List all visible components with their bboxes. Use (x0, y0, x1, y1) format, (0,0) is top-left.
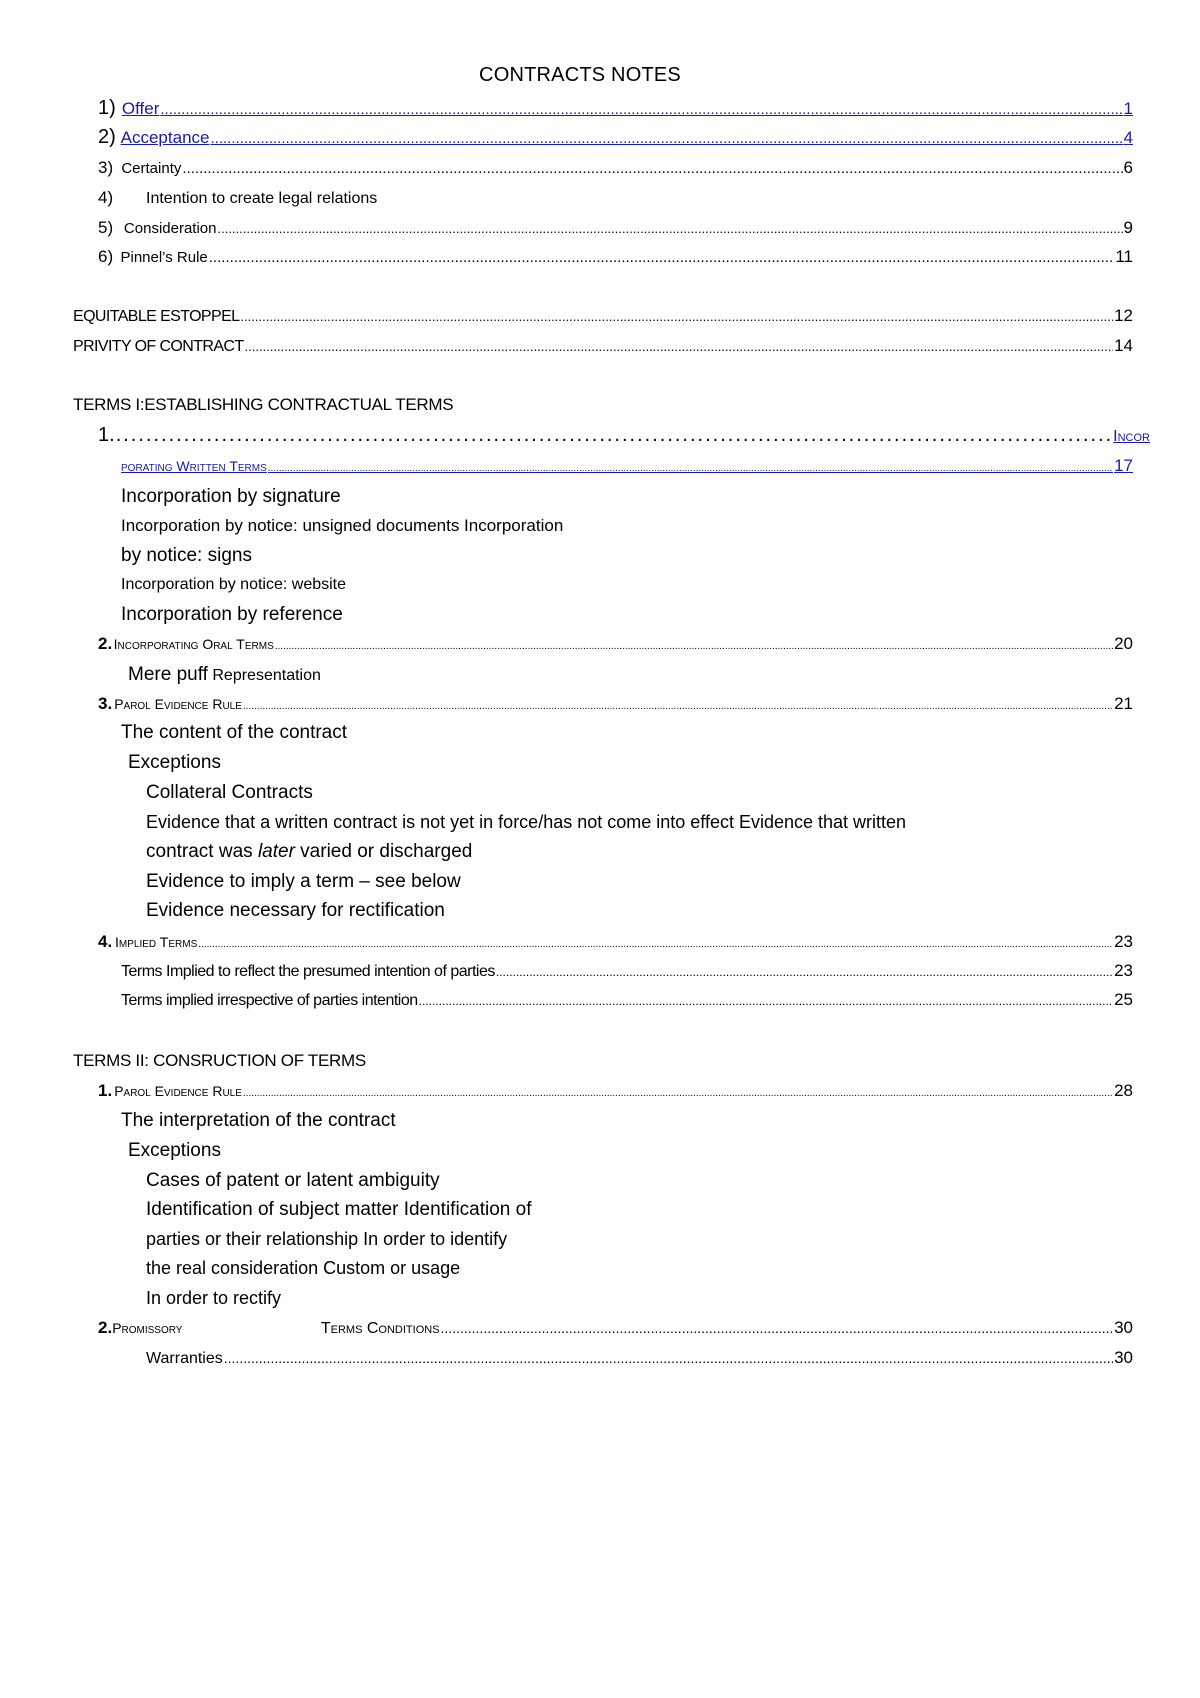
toc-item-label: Certainty (121, 160, 182, 177)
subtopic: by notice: signs (121, 545, 252, 566)
document-title: CONTRACTS NOTES (479, 64, 681, 86)
toc-item-number: 2) (98, 126, 116, 148)
toc-page-number: 20 (1114, 634, 1133, 653)
toc-leader-dots (275, 641, 1113, 652)
subtopic-representation: Representation (212, 667, 321, 684)
toc-item-label: Parol Evidence Rule (114, 1083, 242, 1099)
subtopic-text: varied or discharged (294, 841, 473, 862)
toc-item-label: Terms implied irrespective of parties intention (121, 992, 418, 1009)
toc-leader-dots (245, 339, 1114, 354)
toc-leader-dots (116, 424, 1112, 447)
subtopic: Incorporation by notice: website (121, 576, 347, 593)
toc-item-label[interactable]: Acceptance (120, 128, 210, 147)
toc-page-number: 6 (1123, 158, 1133, 177)
toc-incorporating-oral-terms (98, 634, 1133, 654)
toc-warranties (146, 1348, 1133, 1368)
section-heading-terms-1: TERMS I:ESTABLISHING CONTRACTUAL TERMS (73, 395, 454, 414)
toc-item-number: 1. (98, 424, 115, 446)
subtopic-text: contract was (146, 841, 258, 862)
subtopic (146, 841, 472, 863)
toc-item-number: 5) (98, 218, 114, 237)
toc-leader-dots (217, 221, 1122, 236)
toc-item-intention (98, 188, 1133, 208)
toc-item-label[interactable]: Offer (121, 99, 160, 118)
toc-page-number[interactable]: 4 (1123, 128, 1133, 147)
toc-page-number: 12 (1114, 306, 1133, 325)
toc-item-label: Pinnel’s Rule (120, 249, 208, 266)
toc-equitable-estoppel (73, 306, 1133, 326)
toc-page-number: 14 (1114, 336, 1133, 355)
toc-page-number: 21 (1114, 694, 1133, 713)
toc-leader-dots (496, 965, 1113, 979)
subtopic: the real consideration Custom or usage (146, 1258, 461, 1278)
toc-promissory-terms (98, 1318, 1133, 1338)
toc-item-number: 2. (98, 1318, 113, 1337)
toc-parol-evidence-rule-2 (98, 1081, 1133, 1101)
toc-item-label: Intention to create legal relations (146, 190, 378, 207)
toc-page-number: 23 (1114, 961, 1133, 980)
subtopic (128, 664, 321, 686)
toc-page-number: 9 (1123, 218, 1133, 237)
subtopic: The interpretation of the contract (121, 1110, 396, 1131)
toc-item-number: 1. (98, 1081, 113, 1100)
subtopic: Incorporation by notice: unsigned documents Incorporation (121, 516, 564, 535)
toc-leader-dots (182, 160, 1122, 177)
toc-leader-dots (240, 309, 1113, 324)
toc-parol-evidence-rule (98, 694, 1133, 714)
subtopic-italic-text: later (257, 841, 295, 862)
section-heading-terms-2: TERMS II: CONSRUCTION OF TERMS (73, 1051, 366, 1070)
subtopic: Identification of subject matter Identification of (146, 1199, 532, 1220)
toc-item-pinnels-rule (98, 247, 1133, 267)
subtopic: In order to rectify (146, 1288, 282, 1308)
toc-leader-dots (210, 130, 1122, 147)
toc-item-number: 4) (98, 188, 114, 207)
subtopic: The content of the contract (121, 722, 348, 743)
toc-item-label: Promissory (112, 1320, 183, 1336)
toc-item-number: 3) (98, 158, 114, 177)
toc-incorporating-written-terms-line1[interactable] (98, 424, 1150, 447)
toc-item-label: EQUITABLE ESTOPPEL (73, 308, 240, 325)
toc-leader-dots (198, 939, 1113, 950)
toc-page-number[interactable]: 17 (1114, 456, 1133, 475)
subtopic: parties or their relationship In order to identify (146, 1229, 508, 1249)
toc-item-label: PRIVITY OF CONTRACT (73, 338, 244, 355)
toc-page-number[interactable]: 1 (1123, 99, 1133, 118)
toc-item-label[interactable]: porating Written Terms (121, 458, 267, 474)
toc-leader-dots (419, 994, 1113, 1008)
toc-page-number: 11 (1115, 247, 1133, 266)
toc-terms-implied-irrespective (121, 990, 1133, 1010)
toc-item-acceptance[interactable] (98, 126, 1133, 149)
toc-page-number: 30 (1114, 1348, 1133, 1367)
toc-leader-dots (224, 1350, 1113, 1366)
toc-item-number: 1) (98, 97, 116, 119)
toc-page-number: 25 (1114, 990, 1133, 1009)
toc-item-label: Warranties (146, 1350, 223, 1367)
toc-item-number: 4. (98, 932, 113, 951)
subtopic: Collateral Contracts (146, 782, 313, 803)
toc-terms-implied-presumed (121, 961, 1133, 981)
toc-leader-dots (160, 101, 1122, 118)
toc-privity-of-contract (73, 336, 1133, 356)
toc-leader-dots (268, 463, 1113, 474)
toc-page-number: 23 (1114, 932, 1133, 951)
subtopic: Exceptions (128, 1140, 221, 1161)
toc-page-number: 28 (1114, 1081, 1133, 1100)
subtopic-mere-puff: Mere puff (128, 664, 208, 685)
toc-item-number: 6) (98, 247, 114, 266)
subtopic: Evidence to imply a term – see below (146, 871, 461, 892)
toc-leader-dots (209, 249, 1115, 266)
subtopic: Cases of patent or latent ambiguity (146, 1170, 440, 1191)
toc-page-number: 30 (1114, 1318, 1133, 1337)
toc-item-offer[interactable] (98, 97, 1133, 120)
toc-item-number: 2. (98, 634, 113, 653)
subtopic: Evidence that a written contract is not yet in force/has not come into effect Evidence that written (146, 812, 907, 832)
toc-item-consideration (98, 218, 1133, 238)
toc-item-label[interactable]: Incor (1113, 428, 1150, 445)
toc-leader-dots (243, 701, 1113, 712)
toc-item-number: 3. (98, 694, 113, 713)
toc-implied-terms (98, 932, 1133, 952)
toc-item-label: Terms Conditions (320, 1320, 440, 1337)
subtopic: Incorporation by signature (121, 486, 341, 507)
toc-item-label: Implied Terms (115, 934, 198, 950)
toc-item-label: Parol Evidence Rule (114, 696, 242, 712)
subtopic: Exceptions (128, 752, 221, 773)
toc-leader-dots (243, 1088, 1113, 1099)
toc-item-label: Consideration (123, 220, 217, 237)
toc-item-certainty (98, 158, 1133, 178)
toc-incorporating-written-terms-line2[interactable] (121, 456, 1133, 476)
toc-item-label: Terms Implied to reflect the presumed intention of parties (121, 963, 495, 980)
toc-item-label: Incorporating Oral Terms (113, 636, 274, 652)
toc-leader-dots (441, 1320, 1114, 1336)
subtopic: Incorporation by reference (121, 604, 343, 625)
subtopic: Evidence necessary for rectification (146, 900, 445, 921)
